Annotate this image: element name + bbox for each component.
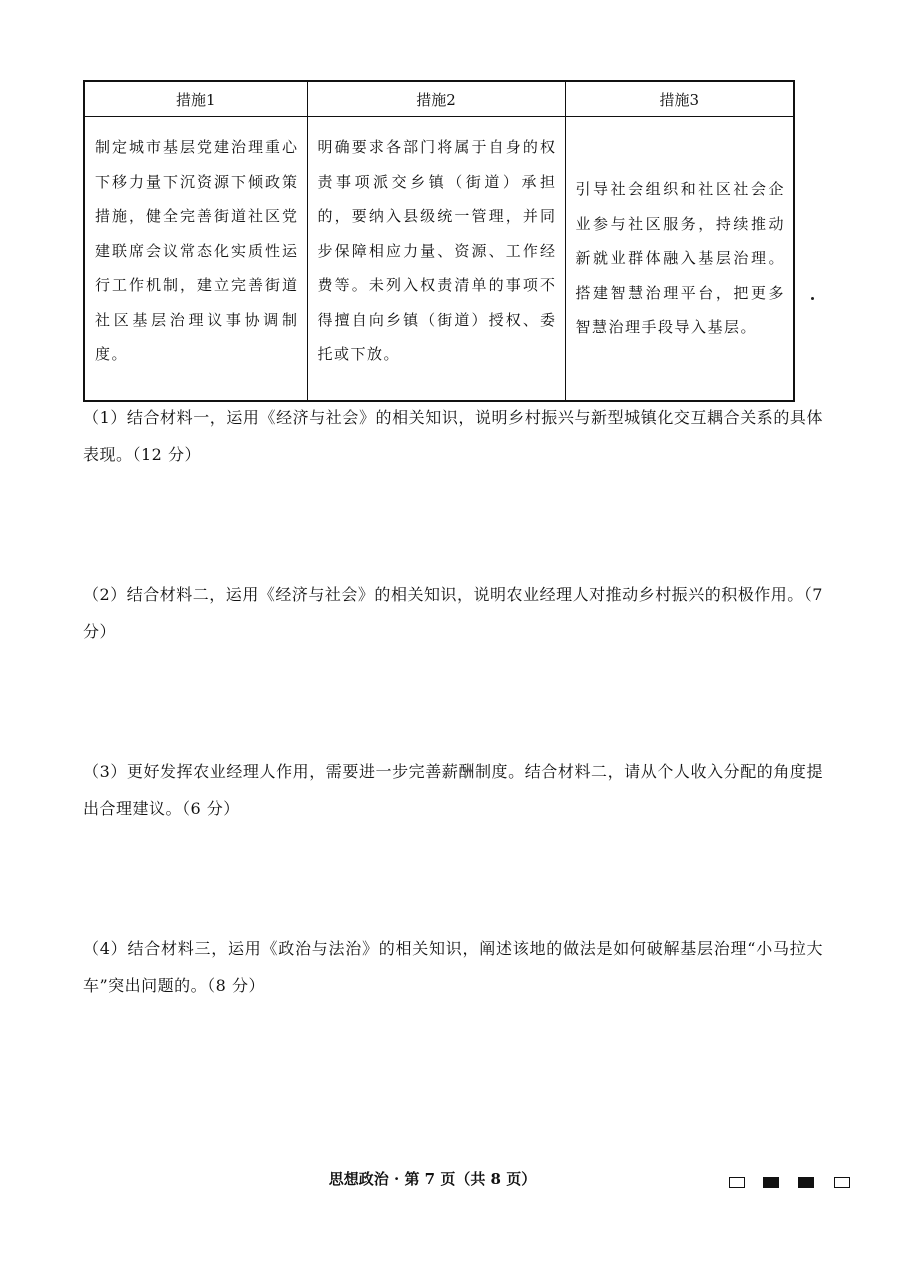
table-row: [84, 117, 794, 402]
measure-1-content: 制定城市基层党建治理重心下移力量下沉资源下倾政策措施，健全完善街道社区党建联席会议常态化实质性运行工作机制，建立完善街道社区基层治理议事协调制度。: [84, 117, 307, 402]
measure-2-header: 措施2: [307, 81, 565, 117]
page-marker-filled-2: [798, 1177, 814, 1188]
measure-1-header: 措施1: [84, 81, 307, 117]
question-2: （2）结合材料二，运用《经济与社会》的相关知识，说明农业经理人对推动乡村振兴的积极作用。（7 分）: [83, 585, 823, 641]
measure-3-header: 措施3: [565, 81, 794, 117]
measure-3-content: 引导社会组织和社区社会企业参与社区服务，持续推动新就业群体融入基层治理。搭建智慧治理平台，把更多智慧治理手段导入基层。: [565, 117, 794, 402]
measures-table: [83, 80, 795, 402]
page-footer: 思想政治 · 第 7 页（共 8 页）: [328, 1170, 537, 1188]
page-marker-outline-1: [729, 1177, 745, 1188]
question-1: （1）结合材料一，运用《经济与社会》的相关知识，说明乡村振兴与新型城镇化交互耦合关系的具体表现。（12 分）: [83, 408, 823, 464]
scan-dot: [811, 297, 814, 300]
question-4: （4）结合材料三，运用《政治与法治》的相关知识，阐述该地的做法是如何破解基层治理“小马拉大车”突出问题的。（8 分）: [83, 939, 823, 995]
table-header-row: [84, 81, 794, 117]
page-marker-outline-2: [834, 1177, 850, 1188]
page-marker-filled-1: [763, 1177, 779, 1188]
question-3: （3）更好发挥农业经理人作用，需要进一步完善薪酬制度。结合材料二，请从个人收入分配的角度提出合理建议。（6 分）: [83, 762, 823, 818]
measure-2-content: 明确要求各部门将属于自身的权责事项派交乡镇（街道）承担的，要纳入县级统一管理，并同步保障相应力量、资源、工作经费等。未列入权责清单的事项不得擅自向乡镇（街道）授权、委托或下放。: [307, 117, 565, 402]
